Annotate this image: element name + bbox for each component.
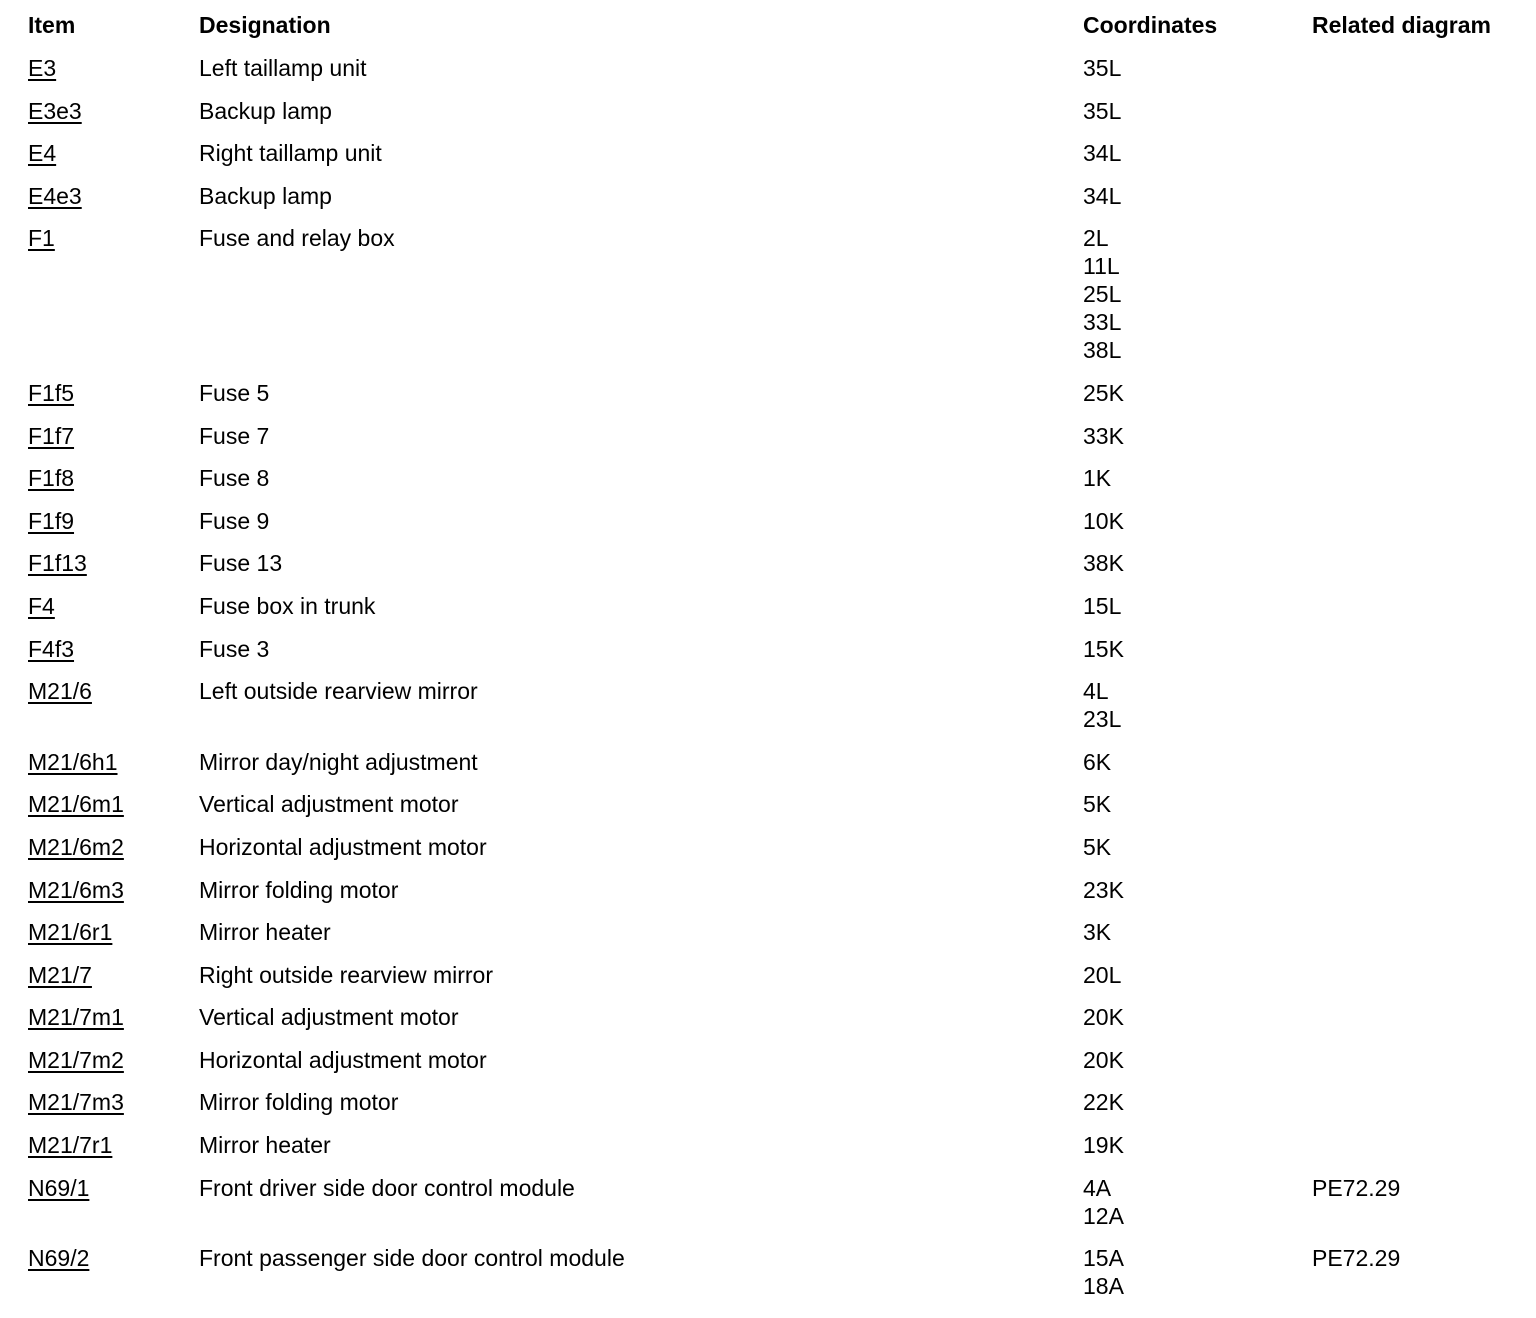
table-row [0, 379, 1536, 422]
coordinate-value: 12A [1083, 1202, 1124, 1229]
designation-cell: Vertical adjustment motor [199, 791, 459, 818]
table-row [0, 833, 1536, 876]
item-link[interactable]: M21/6 [28, 678, 92, 705]
coordinate-value: 15L [1083, 592, 1122, 619]
coordinate-value: 22K [1083, 1089, 1124, 1116]
item-link[interactable]: M21/7m2 [28, 1046, 124, 1073]
coordinates-cell [1083, 918, 1111, 946]
item-link[interactable]: M21/6m1 [28, 791, 124, 818]
designation-cell: Horizontal adjustment motor [199, 1046, 487, 1073]
coordinates-cell [1083, 961, 1121, 989]
item-link[interactable]: F4 [28, 592, 55, 619]
coordinates-cell [1083, 54, 1121, 82]
coordinate-value: 25K [1083, 379, 1124, 406]
table-row [0, 1244, 1536, 1315]
coordinates-cell [1083, 464, 1111, 492]
item-link[interactable]: N69/2 [28, 1245, 90, 1272]
designation-cell: Vertical adjustment motor [199, 1004, 459, 1031]
table-row [0, 961, 1536, 1004]
item-link[interactable]: M21/7 [28, 961, 92, 988]
coordinate-value: 34L [1083, 140, 1122, 167]
designation-cell: Left taillamp unit [199, 55, 367, 81]
coordinate-value: 20K [1083, 1046, 1124, 1073]
coordinate-value: 38K [1083, 550, 1124, 577]
header-item: Item [28, 12, 76, 38]
coordinates-cell [1083, 379, 1124, 407]
coordinate-value: 23K [1083, 876, 1124, 903]
table-row [0, 790, 1536, 833]
coordinate-value: 38L [1083, 337, 1122, 364]
coordinates-cell [1083, 592, 1121, 620]
coordinate-value: 5K [1083, 791, 1112, 818]
coordinate-value: 2L [1083, 225, 1109, 252]
coordinate-value: 11L [1083, 253, 1120, 280]
table-row [0, 549, 1536, 592]
coordinates-cell [1083, 1244, 1124, 1300]
table-row [0, 464, 1536, 507]
item-link[interactable]: E4e3 [28, 182, 82, 209]
coordinates-cell [1083, 549, 1124, 577]
coordinates-cell [1083, 97, 1121, 125]
coordinates-cell [1083, 1174, 1124, 1230]
item-link[interactable]: E4 [28, 140, 57, 167]
designation-cell: Backup lamp [199, 182, 332, 209]
designation-cell: Fuse 8 [199, 465, 270, 492]
item-link[interactable]: F1 [28, 225, 55, 252]
table-row [0, 876, 1536, 919]
coordinate-value: 5K [1083, 833, 1112, 860]
coordinates-cell [1083, 748, 1111, 776]
table-row [0, 139, 1536, 182]
designation-cell: Horizontal adjustment motor [199, 833, 487, 860]
item-link[interactable]: M21/6m2 [28, 833, 124, 860]
coordinate-value: 33K [1083, 422, 1124, 449]
header-related-diagram: Related diagram [1312, 12, 1491, 38]
table-row [0, 1174, 1536, 1245]
item-link[interactable]: F1f5 [28, 379, 75, 406]
item-link[interactable]: F1f8 [28, 465, 75, 492]
coordinate-value: 3K [1083, 919, 1112, 946]
designation-cell: Fuse and relay box [199, 225, 395, 252]
item-link[interactable]: M21/7m1 [28, 1004, 124, 1031]
item-link[interactable]: F4f3 [28, 635, 75, 662]
coordinates-cell [1083, 1046, 1124, 1074]
coordinates-cell [1083, 139, 1121, 167]
coordinate-value: 20K [1083, 1004, 1124, 1031]
coordinate-value: 1K [1083, 465, 1112, 492]
designation-cell: Left outside rearview mirror [199, 678, 478, 705]
designation-cell: Right outside rearview mirror [199, 961, 493, 988]
designation-cell: Fuse 5 [199, 379, 270, 406]
coordinate-value: 35L [1083, 97, 1122, 124]
coordinate-value: 34L [1083, 182, 1122, 209]
table-row [0, 635, 1536, 678]
item-link[interactable]: M21/6m3 [28, 876, 124, 903]
table-row [0, 1088, 1536, 1131]
designation-cell: Mirror folding motor [199, 1089, 399, 1116]
coordinate-value: 35L [1083, 55, 1122, 81]
table-row [0, 224, 1536, 379]
coordinate-value: 23L [1083, 706, 1122, 733]
related-diagram-cell: PE72.29 [1312, 1245, 1401, 1272]
coordinate-value: 15A [1083, 1245, 1124, 1272]
table-row [0, 54, 1536, 97]
table-row [0, 918, 1536, 961]
designation-cell: Fuse 3 [199, 635, 270, 662]
table-header [0, 11, 1536, 41]
coordinate-value: 20L [1083, 961, 1122, 988]
coordinate-value: 25L [1083, 281, 1122, 308]
coordinates-cell [1083, 507, 1124, 535]
coordinate-value: 15K [1083, 635, 1124, 662]
coordinate-value: 19K [1083, 1132, 1124, 1159]
item-link[interactable]: E3 [28, 55, 57, 81]
table-row [0, 97, 1536, 140]
designation-cell: Front driver side door control module [199, 1174, 575, 1201]
designation-cell: Backup lamp [199, 97, 332, 124]
table-row [0, 592, 1536, 635]
table-row [0, 182, 1536, 225]
designation-cell: Mirror heater [199, 1132, 331, 1159]
coordinates-cell [1083, 1088, 1124, 1116]
coordinates-cell [1083, 790, 1111, 818]
designation-cell: Mirror heater [199, 919, 331, 946]
coordinates-cell [1083, 182, 1121, 210]
coordinate-value: 10K [1083, 507, 1124, 534]
designation-cell: Front passenger side door control module [199, 1245, 625, 1272]
item-link[interactable]: M21/7m3 [28, 1089, 124, 1116]
table-row [0, 1003, 1536, 1046]
coordinate-value: 33L [1083, 309, 1122, 336]
coordinates-cell [1083, 224, 1121, 364]
coordinates-cell [1083, 422, 1124, 450]
coordinates-cell [1083, 1131, 1124, 1159]
item-link[interactable]: F1f7 [28, 422, 75, 449]
coordinates-cell [1083, 876, 1124, 904]
table-body [0, 54, 1536, 1315]
coordinate-value: 18A [1083, 1273, 1124, 1300]
related-diagram-cell: PE72.29 [1312, 1174, 1401, 1201]
table-row [0, 1131, 1536, 1174]
coordinates-cell [1083, 1003, 1124, 1031]
designation-cell: Fuse box in trunk [199, 592, 376, 619]
coordinate-value: 4A [1083, 1174, 1112, 1201]
header-coordinates: Coordinates [1083, 12, 1218, 38]
designation-cell: Mirror folding motor [199, 876, 399, 903]
table-row [0, 748, 1536, 791]
designation-cell: Fuse 7 [199, 422, 270, 449]
designation-cell: Right taillamp unit [199, 140, 382, 167]
table-row [0, 422, 1536, 465]
coordinates-cell [1083, 635, 1124, 663]
item-link[interactable]: F1f9 [28, 507, 75, 534]
designation-cell: Mirror day/night adjustment [199, 748, 478, 775]
coordinates-cell [1083, 677, 1121, 733]
table-row [0, 507, 1536, 550]
item-link[interactable]: M21/7r1 [28, 1132, 113, 1159]
item-link[interactable]: F1f13 [28, 550, 87, 577]
coordinates-cell [1083, 833, 1111, 861]
designation-cell: Fuse 9 [199, 507, 270, 534]
table-row [0, 1046, 1536, 1089]
item-link[interactable]: M21/6h1 [28, 748, 118, 775]
coordinate-value: 6K [1083, 748, 1112, 775]
item-link[interactable]: E3e3 [28, 97, 82, 124]
designation-cell: Fuse 13 [199, 550, 283, 577]
item-link[interactable]: M21/6r1 [28, 919, 113, 946]
table-row [0, 677, 1536, 748]
header-designation: Designation [199, 12, 331, 38]
coordinate-value: 4L [1083, 678, 1109, 705]
item-link[interactable]: N69/1 [28, 1174, 90, 1201]
